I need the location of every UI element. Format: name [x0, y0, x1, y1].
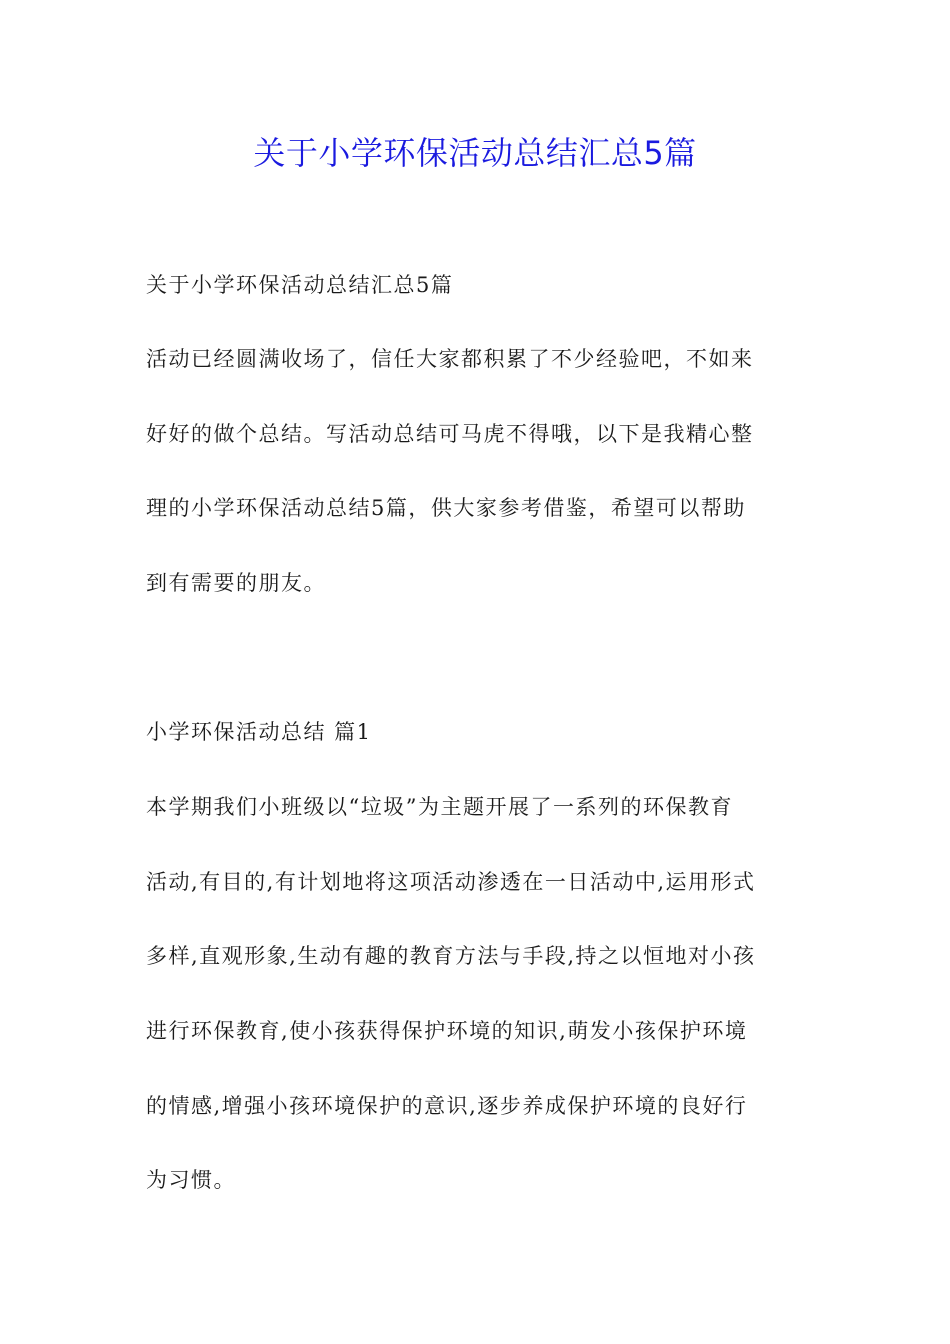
intro-line: 好好的做个总结。写活动总结可马虎不得哦，以下是我精心整 [146, 422, 754, 446]
section-line: 进行环保教育,使小孩获得保护环境的知识,萌发小孩保护环境 [146, 1019, 748, 1043]
section-line: 本学期我们小班级以“垃圾”为主题开展了一系列的环保教育 [146, 795, 733, 819]
section-line: 的情感,增强小孩环境保护的意识,逐步养成保护环境的良好行 [146, 1094, 748, 1118]
intro-line: 到有需要的朋友。 [146, 571, 326, 595]
document-subtitle: 关于小学环保活动总结汇总5篇 [146, 273, 454, 297]
section-heading: 小学环保活动总结 篇1 [146, 720, 372, 744]
section-line: 为习惯。 [146, 1168, 236, 1192]
document-title: 关于小学环保活动总结汇总5篇 [253, 134, 697, 172]
intro-line: 活动已经圆满收场了，信任大家都积累了不少经验吧，不如来 [146, 347, 754, 371]
section-line: 活动,有目的,有计划地将这项活动渗透在一日活动中,运用形式 [146, 870, 756, 894]
section-line: 多样,直观形象,生动有趣的教育方法与手段,持之以恒地对小孩 [146, 944, 756, 968]
intro-line: 理的小学环保活动总结5篇，供大家参考借鉴，希望可以帮助 [146, 496, 746, 520]
